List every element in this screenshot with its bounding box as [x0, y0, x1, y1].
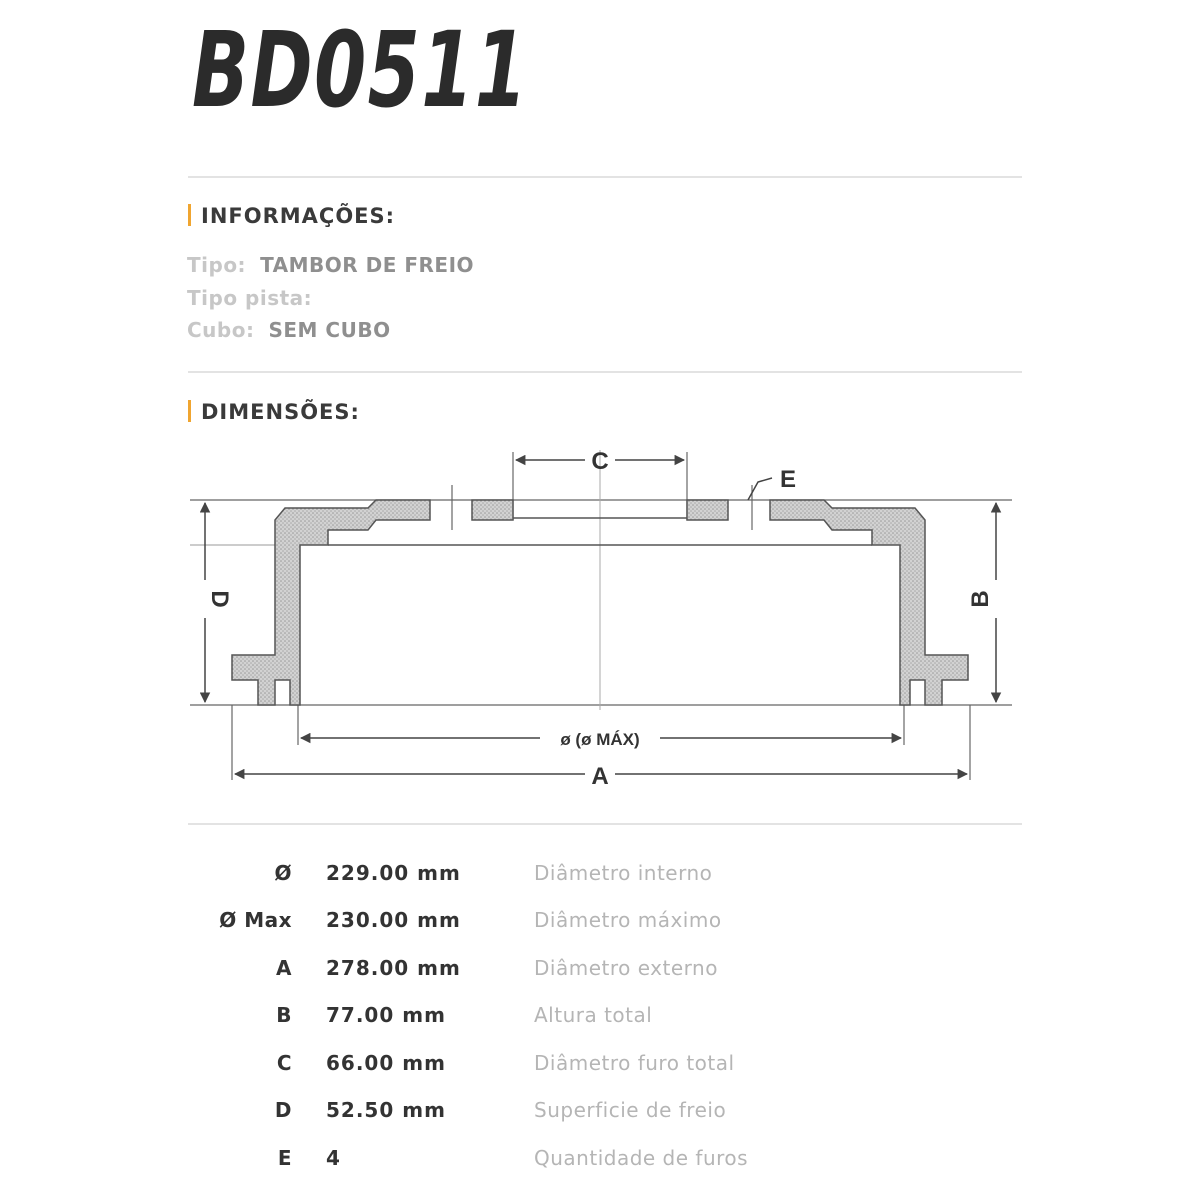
dimension-symbol: Ø Max	[219, 908, 292, 932]
info-value: TAMBOR DE FREIO	[260, 253, 475, 277]
dimension-value: 230.00 mm	[326, 908, 461, 932]
info-heading-text: INFORMAÇÕES:	[201, 204, 396, 228]
dimension-row	[0, 908, 1200, 948]
dimension-description: Diâmetro interno	[534, 861, 713, 885]
dimension-row	[0, 1098, 1200, 1138]
dimension-description: Superficie de freio	[534, 1098, 727, 1122]
dimension-row	[0, 1003, 1200, 1043]
label-a: A	[591, 763, 609, 790]
hub-flange-left	[472, 500, 513, 520]
label-b: B	[967, 590, 994, 608]
dimension-value: 52.50 mm	[326, 1098, 446, 1122]
label-d: D	[206, 590, 233, 608]
dimension-symbol: E	[277, 1146, 292, 1170]
dimension-description: Diâmetro externo	[534, 956, 718, 980]
dimension-description: Altura total	[534, 1003, 653, 1027]
divider	[188, 823, 1022, 825]
dimension-row	[0, 1146, 1200, 1186]
info-key: Cubo:	[187, 318, 255, 342]
label-c: C	[591, 448, 609, 475]
dimension-row	[0, 861, 1200, 901]
dimension-description: Quantidade de furos	[534, 1146, 749, 1170]
dimension-value: 4	[326, 1146, 341, 1170]
label-e: E	[779, 466, 797, 493]
hub-flange-right	[687, 500, 728, 520]
dimension-value: 77.00 mm	[326, 1003, 446, 1027]
dimension-value: 278.00 mm	[326, 956, 461, 980]
dimension-symbol: A	[276, 956, 292, 980]
dimension-value: 66.00 mm	[326, 1051, 446, 1075]
dimension-description: Diâmetro máximo	[534, 908, 722, 932]
label-diameter: ø (ø MÁX)	[560, 730, 640, 749]
dimension-row	[0, 1051, 1200, 1091]
drum-wall-left	[232, 500, 430, 705]
drum-wall-right	[770, 500, 968, 705]
info-key: Tipo:	[187, 253, 247, 277]
dimension-value: 229.00 mm	[326, 861, 461, 885]
info-value: SEM CUBO	[268, 318, 391, 342]
info-key: Tipo pista:	[187, 286, 313, 310]
dimension-symbol: D	[274, 1098, 292, 1122]
product-code: BD0511	[192, 9, 529, 131]
dimension-row	[0, 956, 1200, 996]
dimension-symbol: C	[276, 1051, 292, 1075]
dimension-symbol: B	[276, 1003, 292, 1027]
dimensions-heading-text: DIMENSÕES:	[201, 400, 360, 424]
dimension-description: Diâmetro furo total	[534, 1051, 735, 1075]
dimension-symbol: Ø	[274, 861, 292, 885]
